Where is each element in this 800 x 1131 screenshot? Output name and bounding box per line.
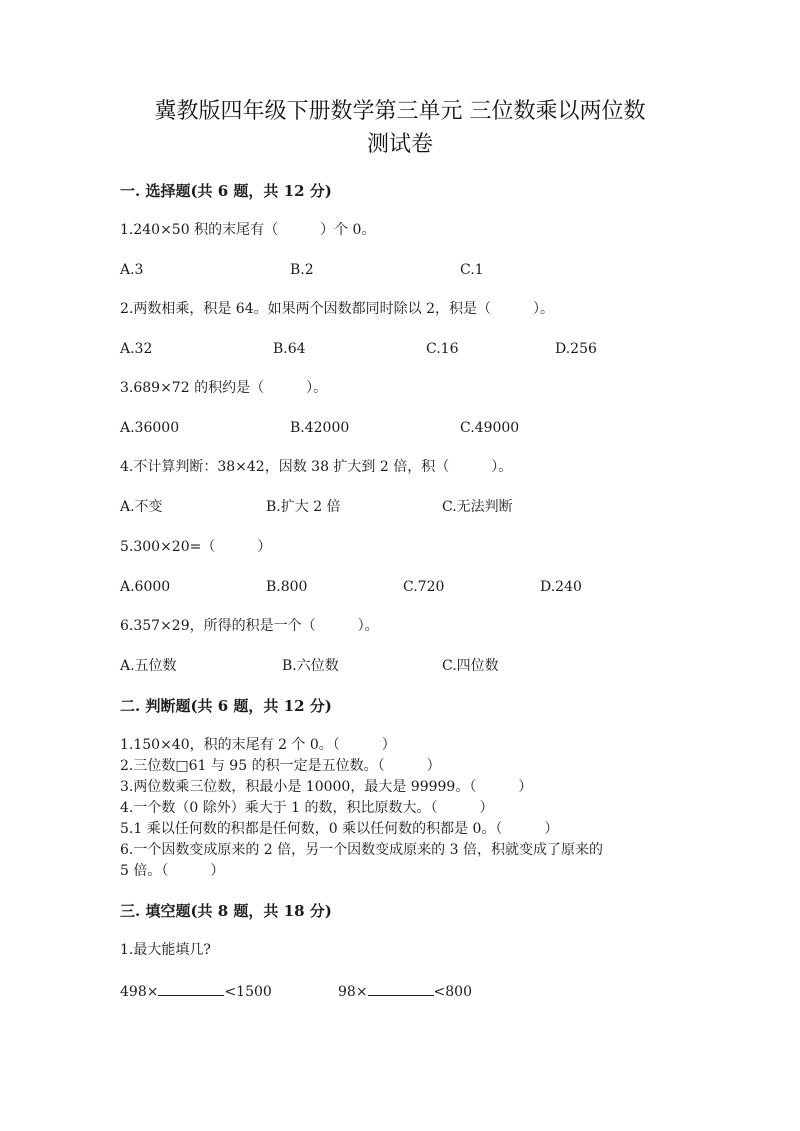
choice-6-option-b: B.六位数 <box>282 658 339 674</box>
choice-1-option-b: B.2 <box>290 262 314 278</box>
fill-b-left: 98× <box>338 984 368 1000</box>
choice-5-option-a: A.6000 <box>120 579 171 595</box>
choice-4-option-c: C.无法判断 <box>442 499 513 515</box>
judge-item-2: 2.三位数□61 与 95 的积一定是五位数。（ ） <box>120 758 441 774</box>
choice-3-option-b: B.42000 <box>290 420 350 436</box>
section-heading-fill: 三. 填空题(共 8 题，共 18 分) <box>120 902 332 920</box>
choice-4-option-a: A.不变 <box>120 499 163 515</box>
fill-question-1: 1.最大能填几? <box>120 942 211 958</box>
choice-question-6: 6.357×29，所得的积是一个（ ）。 <box>120 618 379 634</box>
page-title: 冀教版四年级下册数学第三单元 三位数乘以两位数 <box>154 99 646 124</box>
section-heading-judge: 二. 判断题(共 6 题，共 12 分) <box>120 697 332 715</box>
choice-1-option-a: A.3 <box>120 262 144 278</box>
choice-3-option-a: A.36000 <box>120 420 180 436</box>
fill-a-right: <1500 <box>224 984 272 1000</box>
choice-question-1: 1.240×50 积的末尾有（ ）个 0。 <box>120 222 376 238</box>
fill-expression-a <box>120 981 272 1002</box>
choice-2-option-d: D.256 <box>555 341 597 357</box>
page-title-line2: 测试卷 <box>366 132 433 157</box>
choice-6-option-a: A.五位数 <box>120 658 177 674</box>
judge-item-1: 1.150×40，积的末尾有 2 个 0。（ ） <box>120 737 396 753</box>
choice-question-2: 2.两数相乘，积是 64。如果两个因数都同时除以 2，积是（ ）。 <box>120 301 554 317</box>
fill-b-right: <800 <box>433 984 472 1000</box>
choice-5-option-c: C.720 <box>403 579 445 595</box>
choice-question-3: 3.689×72 的积约是（ ）。 <box>120 380 328 396</box>
section-heading-choice: 一. 选择题(共 6 题，共 12 分) <box>120 182 332 200</box>
choice-question-5: 5.300×20=（ ） <box>120 539 272 555</box>
judge-item-6: 6.一个因数变成原来的 2 倍，另一个因数变成原来的 3 倍，积就变成了原来的 <box>120 842 603 858</box>
judge-item-3: 3.两位数乘三位数，积最小是 10000，最大是 99999。（ ） <box>120 779 533 795</box>
choice-2-option-a: A.32 <box>120 341 153 357</box>
fill-a-left: 498× <box>120 984 159 1000</box>
fill-expression-b <box>338 981 472 1002</box>
choice-2-option-c: C.16 <box>426 341 459 357</box>
judge-item-6-continued: 5 倍。（ ） <box>120 863 225 879</box>
choice-5-option-b: B.800 <box>266 579 308 595</box>
fill-a-blank[interactable] <box>158 981 224 996</box>
choice-5-option-d: D.240 <box>540 579 582 595</box>
choice-4-option-b: B.扩大 2 倍 <box>266 499 341 515</box>
choice-2-option-b: B.64 <box>273 341 306 357</box>
choice-6-option-c: C.四位数 <box>442 658 499 674</box>
choice-3-option-c: C.49000 <box>460 420 520 436</box>
choice-question-4: 4.不计算判断：38×42，因数 38 扩大到 2 倍，积（ ）。 <box>120 459 513 475</box>
fill-b-blank[interactable] <box>368 981 434 996</box>
judge-item-4: 4.一个数（0 除外）乘大于 1 的数，积比原数大。（ ） <box>120 800 494 816</box>
choice-1-option-c: C.1 <box>460 262 484 278</box>
judge-item-5: 5.1 乘以任何数的积都是任何数，0 乘以任何数的积都是 0。（ ） <box>120 821 559 837</box>
